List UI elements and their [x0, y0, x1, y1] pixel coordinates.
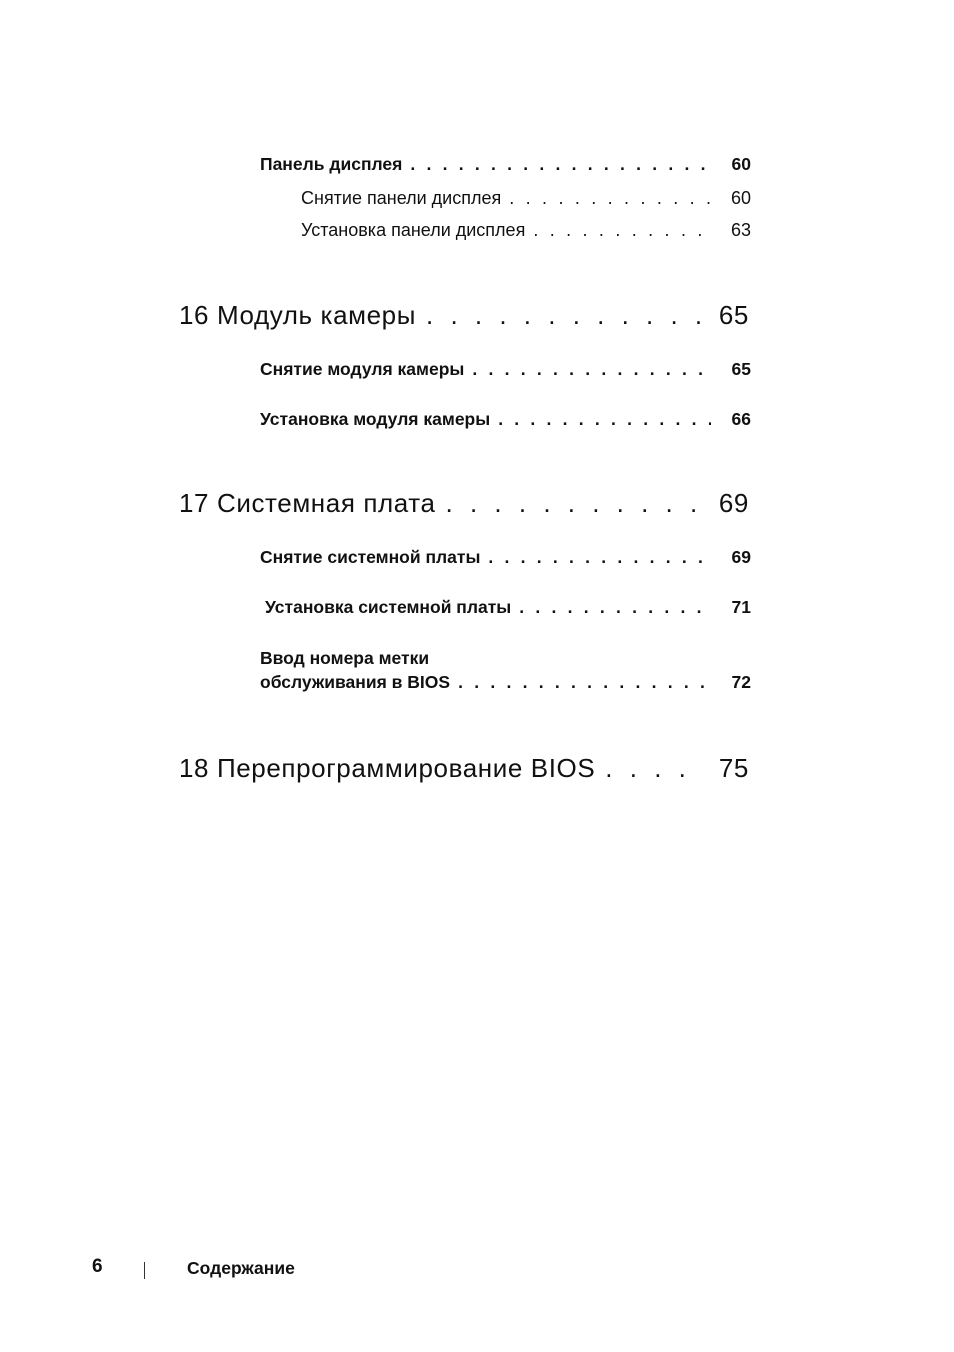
dot-leader	[501, 188, 711, 209]
toc-entry-title: Панель дисплея	[260, 154, 403, 174]
toc-entry-service-tag[interactable]	[260, 672, 751, 693]
toc-entry-install-camera[interactable]	[260, 409, 751, 430]
toc-entry-page: 65	[731, 359, 751, 379]
toc-entry-remove-camera[interactable]	[260, 359, 751, 380]
toc-entry-title: Снятие панели дисплея	[301, 188, 502, 208]
chapter-title: 16 Модуль камеры	[179, 300, 417, 330]
toc-entry-title: Снятие модуля камеры	[260, 359, 465, 379]
toc-entry-title: обслуживания в BIOS	[260, 672, 451, 692]
chapter-title: 18 Перепрограммирование BIOS	[179, 753, 596, 783]
chapter-page: 75	[718, 753, 749, 783]
chapter-page: 65	[718, 300, 749, 330]
chapter-page: 69	[718, 488, 749, 518]
toc-entry-title: Установка панели дисплея	[301, 220, 526, 240]
toc-entry-title: Установка системной платы	[265, 597, 512, 617]
dot-leader	[464, 359, 711, 380]
toc-entry-display-panel[interactable]	[260, 154, 751, 175]
toc-entry-page: 72	[731, 672, 751, 692]
toc-entry-page: 63	[730, 220, 751, 240]
toc-chapter-16[interactable]	[179, 300, 749, 331]
footer-divider	[144, 1262, 145, 1279]
toc-entry-remove-display-panel[interactable]	[301, 188, 751, 209]
toc-chapter-17[interactable]	[179, 488, 749, 519]
toc-entry-title: Снятие системной платы	[260, 547, 481, 567]
page-number: 6	[92, 1256, 103, 1277]
dot-leader	[511, 597, 711, 618]
dot-leader	[436, 488, 701, 519]
chapter-title: 17 Системная плата	[179, 488, 436, 518]
toc-entry-page: 60	[730, 188, 751, 208]
dot-leader	[490, 409, 711, 430]
toc-entry-page: 71	[731, 597, 751, 617]
dot-leader	[480, 547, 711, 568]
dot-leader	[595, 753, 701, 784]
toc-entry-install-system-board[interactable]	[265, 597, 751, 618]
dot-leader	[416, 300, 701, 331]
dot-leader	[402, 154, 711, 175]
toc-chapter-18[interactable]	[179, 753, 749, 784]
toc-entry-service-tag-line1[interactable]: Ввод номера метки	[260, 648, 430, 668]
running-footer-title: Содержание	[187, 1258, 295, 1278]
dot-leader	[450, 672, 711, 693]
toc-entry-title: Установка модуля камеры	[260, 409, 491, 429]
toc-entry-install-display-panel[interactable]	[301, 220, 751, 241]
toc-entry-page: 60	[731, 154, 751, 174]
toc-entry-page: 69	[731, 547, 751, 567]
dot-leader	[525, 220, 711, 241]
toc-entry-remove-system-board[interactable]	[260, 547, 751, 568]
toc-entry-page: 66	[731, 409, 751, 429]
